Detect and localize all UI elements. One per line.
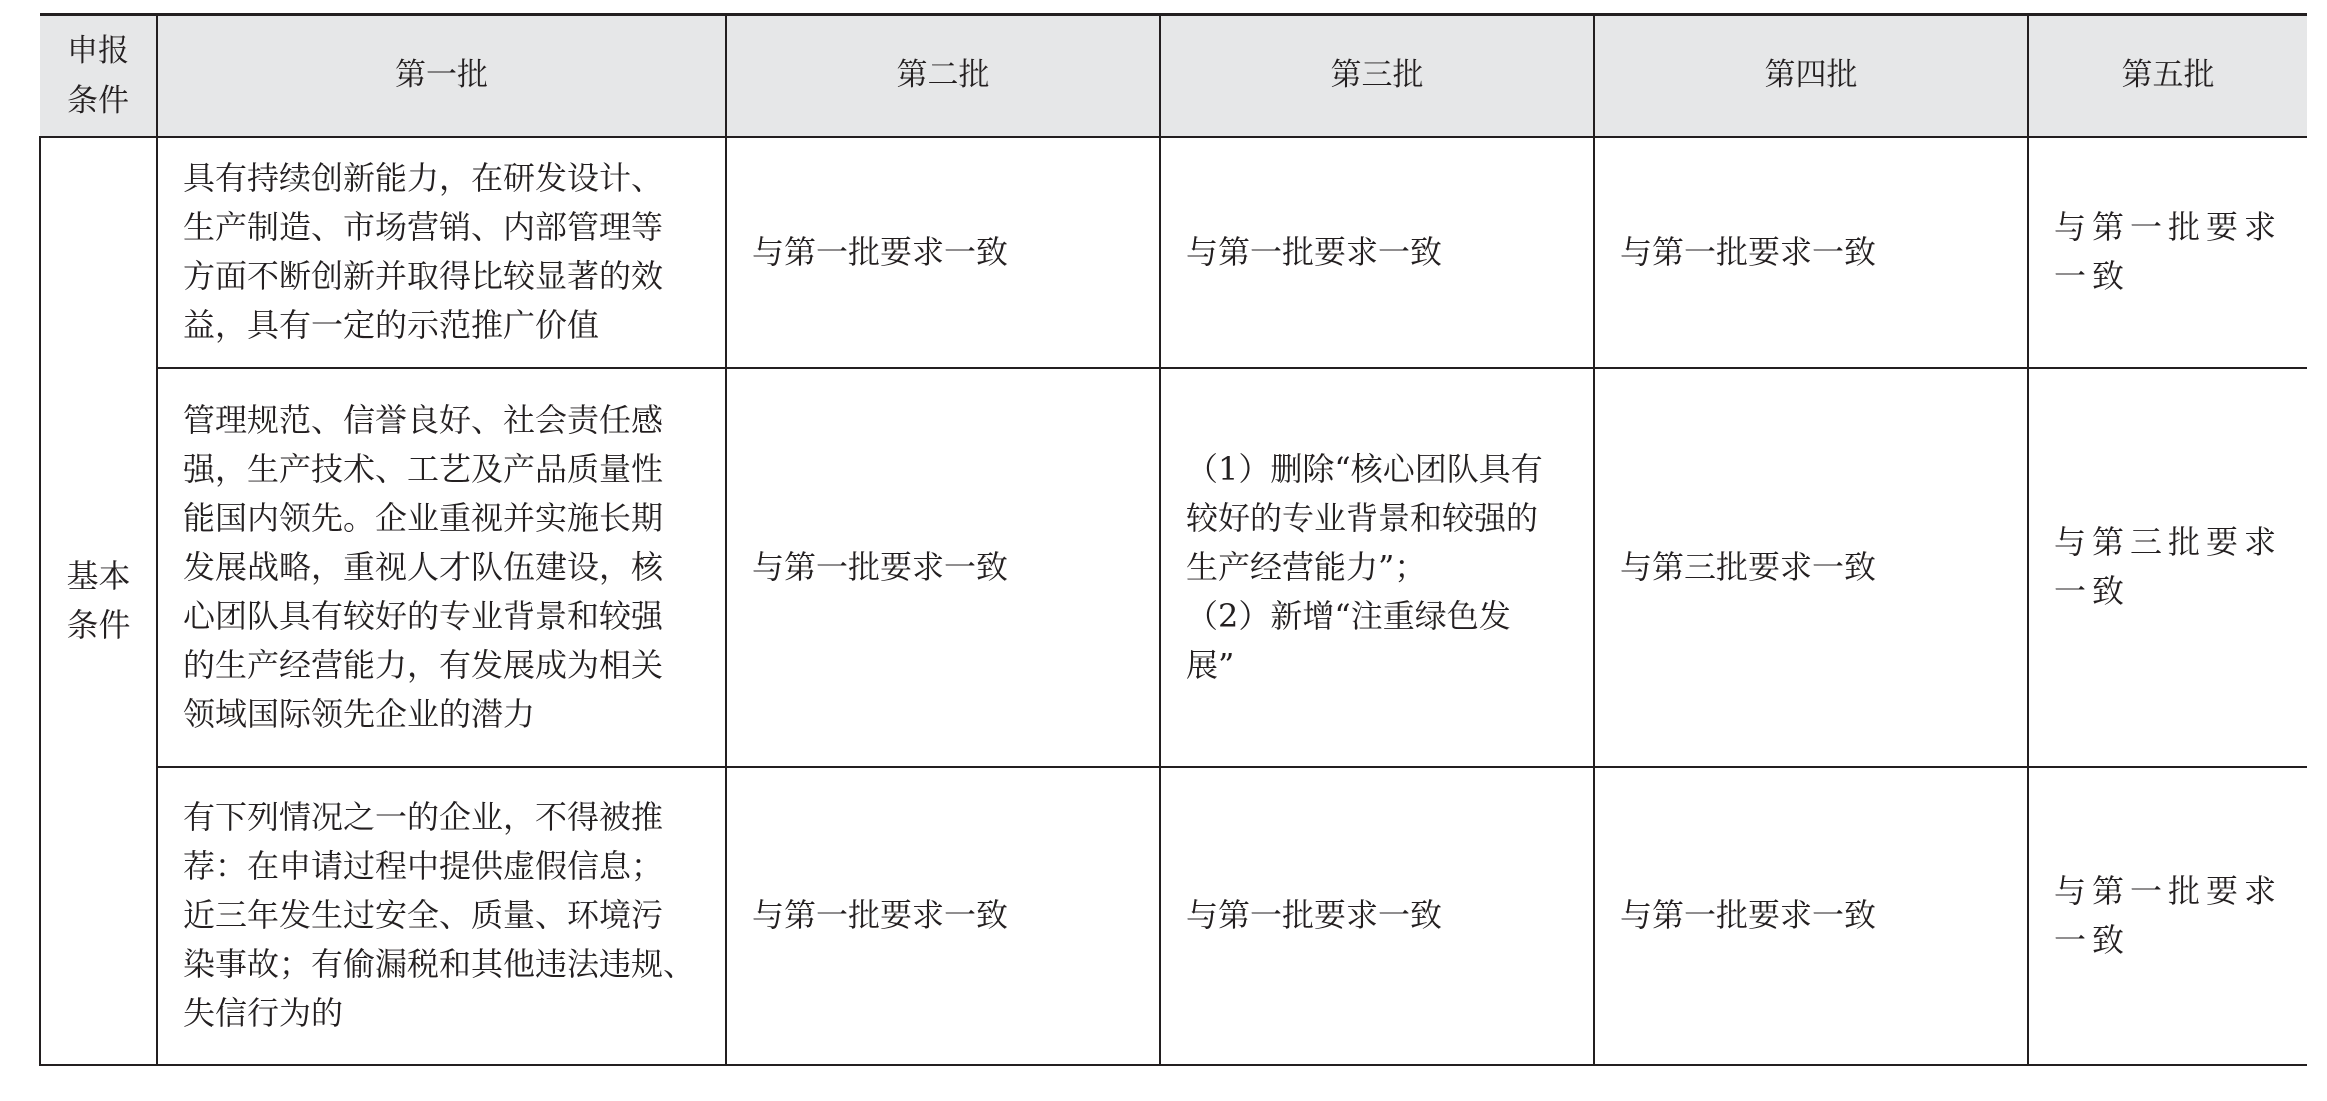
table-header-row	[40, 15, 2307, 137]
header-batch-1: 第一批	[157, 15, 726, 137]
cell-batch-2: 与第一批要求一致	[726, 368, 1160, 767]
header-batch-4: 第四批	[1594, 15, 2028, 137]
header-batch-2: 第二批	[726, 15, 1160, 137]
cell-batch-2: 与第一批要求一致	[726, 137, 1160, 368]
cell-batch-4: 与第一批要求一致	[1594, 137, 2028, 368]
cell-batch-1: 有下列情况之一的企业，不得被推 荐：在申请过程中提供虚假信息； 近三年发生过安全、质量、环境污 染事故；有偷漏税和其他违法违规、 失信行为的	[157, 767, 726, 1065]
header-batch-5: 第五批	[2028, 15, 2307, 137]
cell-batch-4: 与第三批要求一致	[1594, 368, 2028, 767]
cell-batch-3: 与第一批要求一致	[1160, 767, 1594, 1065]
cell-batch-1: 具有持续创新能力，在研发设计、 生产制造、市场营销、内部管理等 方面不断创新并取得比较显著的效 益，具有一定的示范推广价值	[157, 137, 726, 368]
cell-batch-5: 与第一批要求 一致	[2028, 767, 2307, 1065]
table-row	[40, 368, 2307, 767]
criteria-table	[39, 13, 2307, 1066]
cell-batch-5: 与第一批要求 一致	[2028, 137, 2307, 368]
row-group-label: 基本 条件	[40, 137, 157, 1065]
cell-batch-5: 与第三批要求 一致	[2028, 368, 2307, 767]
header-condition: 申报 条件	[40, 15, 157, 137]
header-batch-3: 第三批	[1160, 15, 1594, 137]
cell-batch-1: 管理规范、信誉良好、社会责任感 强，生产技术、工艺及产品质量性 能国内领先。企业重视并实施长期 发展战略，重视人才队伍建设，核 心团队具有较好的专业背景和较强 的生产经营能力，有发展成为相关 领域国际领先企业的潜力	[157, 368, 726, 767]
table-row	[40, 767, 2307, 1065]
table-row	[40, 137, 2307, 368]
cell-batch-3: （1）删除“核心团队具有 较好的专业背景和较强的 生产经营能力”； （2）新增“注重绿色发 展”	[1160, 368, 1594, 767]
cell-batch-3: 与第一批要求一致	[1160, 137, 1594, 368]
cell-batch-2: 与第一批要求一致	[726, 767, 1160, 1065]
cell-batch-4: 与第一批要求一致	[1594, 767, 2028, 1065]
